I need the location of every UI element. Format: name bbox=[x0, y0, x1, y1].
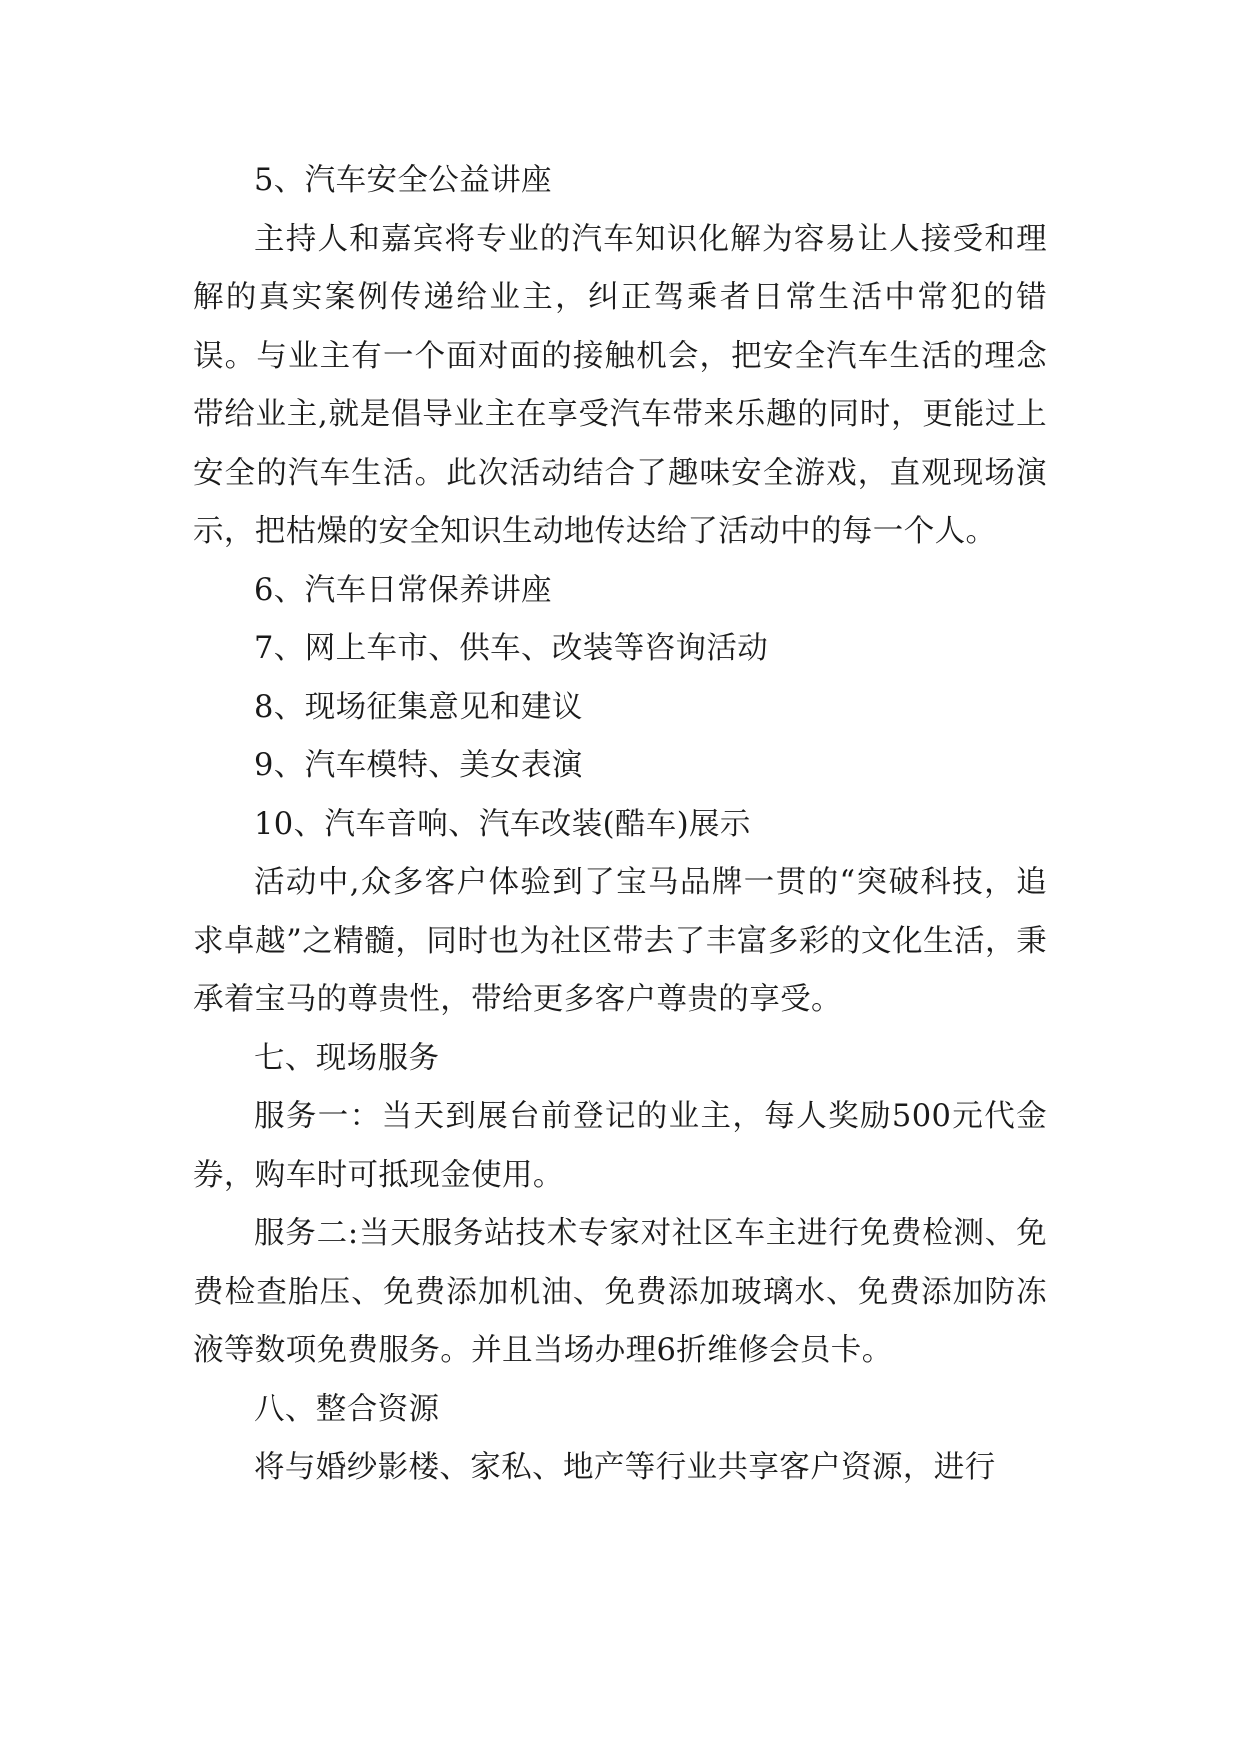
heading-maintenance-lecture: 6、汽车日常保养讲座 bbox=[254, 572, 552, 608]
document-body bbox=[193, 152, 1047, 1498]
heading-onsite-service: 七、现场服务 bbox=[254, 1040, 440, 1076]
heading-audio-modification: 10、汽车音响、汽车改装(酷车)展示 bbox=[254, 806, 751, 842]
paragraph-activity-summary: 活动中,众多客户体验到了宝马品牌一贯的“突破科技，追求卓越”之精髓，同时也为社区带去了丰富多彩的文化生活，秉承着宝马的尊贵性，带给更多客户尊贵的享受。 bbox=[193, 865, 1047, 1017]
heading-consulting-activity: 7、网上车市、供车、改装等咨询活动 bbox=[254, 631, 769, 666]
paragraph-integrate-resources-body: 将与婚纱影楼、家私、地产等行业共享客户资源，进行 bbox=[254, 1450, 996, 1485]
heading-collect-feedback: 8、现场征集意见和建议 bbox=[254, 689, 583, 725]
heading-safety-lecture: 5、汽车安全公益讲座 bbox=[254, 163, 552, 198]
heading-integrate-resources: 八、整合资源 bbox=[254, 1391, 440, 1427]
heading-model-show: 9、汽车模特、美女表演 bbox=[254, 748, 583, 783]
paragraph-service-one: 服务一：当天到展台前登记的业主，每人奖励500元代金券，购车时可抵现金使用。 bbox=[193, 1099, 1047, 1193]
paragraph-service-two: 服务二:当天服务站技术专家对社区车主进行免费检测、免费检查胎压、免费添加机油、免费添加玻璃水、免费添加防冻液等数项免费服务。并且当场办理6折维修会员卡。 bbox=[193, 1216, 1047, 1368]
paragraph-safety-lecture-body: 主持人和嘉宾将专业的汽车知识化解为容易让人接受和理解的真实案例传递给业主，纠正驾乘者日常生活中常犯的错误。与业主有一个面对面的接触机会，把安全汽车生活的理念带给业主,就是倡导业主在享受汽车带来乐趣的同时，更能过上安全的汽车生活。此次活动结合了趣味安全游戏，直观现场演示，把枯燥的安全知识生动地传达给了活动中的每一个人。 bbox=[193, 221, 1047, 549]
